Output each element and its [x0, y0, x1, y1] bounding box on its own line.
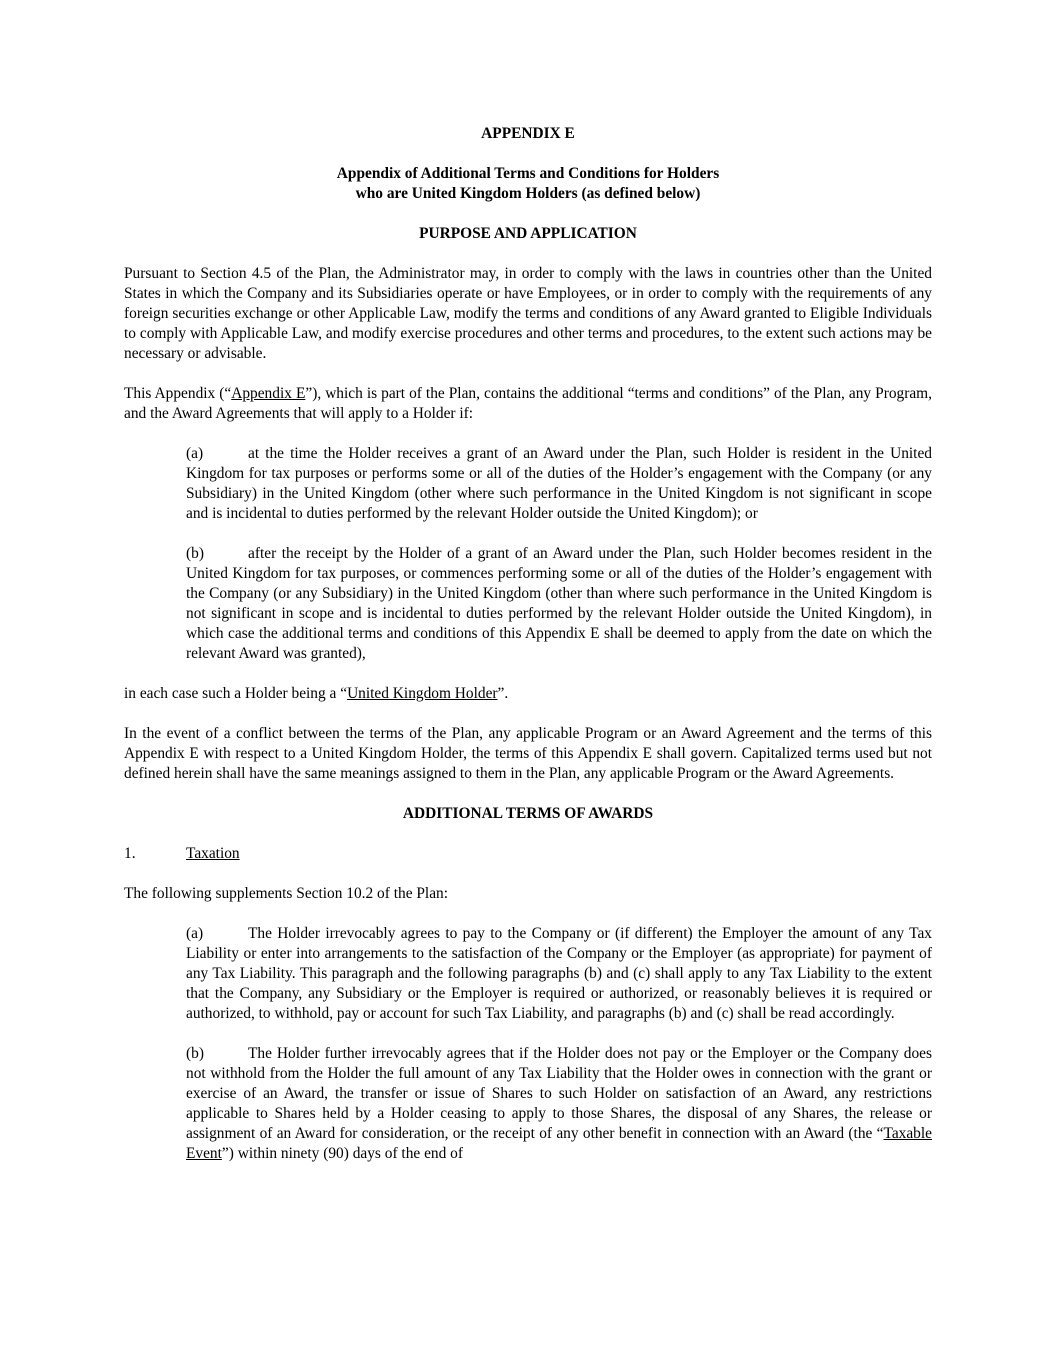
purpose-paragraph: Pursuant to Section 4.5 of the Plan, the Administrator may, in order to comply with the laws in countries other than the United States in which the Company and its Subsidiaries operate or have Employees, or in order to comply with the requirements of any foreign securities exchange or other Applicable Law, modify the terms and conditions of any Award granted to Eligible Individuals to comply with Applicable Law, and modify exercise procedures and other terms and procedures, to the extent such actions may be necessary or advisable.: [124, 265, 932, 362]
item-text: after the receipt by the Holder of a grant of an Award under the Plan, such Holder becomes resident in the United Kingdom for tax purposes, or commences performing some or all of the duties of the Holder’s engagement with the Company (or any Subsidiary) in the United Kingdom (other than where such performance in the United Kingdom is not significant in scope and is incidental to duties performed by the relevant Holder outside the United Kingdom), in which case the additional terms and conditions of this Appendix E shall be deemed to apply from the date on which the relevant Award was granted),: [186, 545, 932, 662]
appendix-title: APPENDIX E: [481, 125, 575, 142]
section-number: 1.: [124, 845, 136, 862]
condition-item-a: [186, 444, 932, 524]
additional-terms-heading: ADDITIONAL TERMS OF AWARDS: [402, 805, 654, 822]
item-text: The Holder irrevocably agrees to pay to the Company or (if different) the Employer the amount of any Tax Liability or enter into arrangements to the satisfaction of the Company or the Employer (as appropriate) for payment of any Tax Liability. This paragraph and the following paragraphs (b) and (c) shall apply to any Tax Liability to the extent that the Company, any Subsidiary or the Employer is required or authorized, or reasonably believes it is required or authorized, to withhold, pay or account for such Tax Liability, and paragraphs (b) and (c) shall be read accordingly.: [186, 925, 932, 1022]
item-text-post: ”) within ninety (90) days of the end of: [221, 1145, 463, 1162]
subtitle-line-2: who are United Kingdom Holders (as defined below): [355, 185, 701, 202]
subtitle-line-1: Appendix of Additional Terms and Conditions for Holders: [336, 165, 720, 182]
appendix-definition-paragraph: [124, 384, 932, 424]
tax-item-b: [186, 1044, 932, 1164]
appendix-paragraph-pre: This Appendix (“: [124, 385, 232, 402]
item-label: (b): [186, 545, 204, 562]
item-label: (b): [186, 1045, 204, 1062]
document-page: [124, 124, 932, 1164]
defined-term-taxable-event: Taxable Event: [186, 1125, 932, 1162]
uk-holder-definition-paragraph: [124, 684, 932, 704]
defined-term-united-kingdom-holder: United Kingdom Holder: [347, 685, 498, 702]
conflict-paragraph: In the event of a conflict between the terms of the Plan, any applicable Program or an Award Agreement and the terms of this Appendix E with respect to a United Kingdom Holder, the terms of this Appendix E shall govern. Capitalized terms used but not defined herein shall have the same meanings assigned to them in the Plan, any applicable Program or the Award Agreements.: [124, 725, 932, 782]
uk-holder-post: ”.: [497, 685, 509, 702]
section-title: Taxation: [186, 845, 240, 862]
appendix-paragraph-post: ”), which is part of the Plan, contains the additional “terms and conditions” of the Plan, any Program, and the Award Agreements that will apply to a Holder if:: [124, 385, 932, 422]
section-1-heading: [124, 844, 932, 864]
condition-item-b: [186, 544, 932, 664]
purpose-heading: PURPOSE AND APPLICATION: [419, 225, 637, 242]
supplements-paragraph: The following supplements Section 10.2 of the Plan:: [124, 885, 449, 902]
appendix-subtitle: [124, 164, 932, 204]
item-label: (a): [186, 445, 204, 462]
tax-item-a: [186, 924, 932, 1024]
item-label: (a): [186, 925, 204, 942]
uk-holder-pre: in each case such a Holder being a “: [124, 685, 348, 702]
item-text: at the time the Holder receives a grant of an Award under the Plan, such Holder is resident in the United Kingdom for tax purposes or performs some or all of the duties of the Holder’s engagement with the Company (or any Subsidiary) in the United Kingdom (other where such performance in the United Kingdom is not significant in scope and is incidental to duties performed by the relevant Holder outside the United Kingdom); or: [186, 445, 932, 522]
defined-term-appendix-e: Appendix E: [231, 385, 306, 402]
item-text-pre: The Holder further irrevocably agrees that if the Holder does not pay or the Employer or the Company does not withhold from the Holder the full amount of any Tax Liability that the Holder owes in connection with the grant or exercise of an Award, the transfer or issue of Shares to such Holder on satisfaction of an Award, any restrictions applicable to Shares held by a Holder ceasing to apply to those Shares, the disposal of any Shares, the release or assignment of an Award for consideration, or the receipt of any other benefit in connection with an Award (the “: [186, 1045, 932, 1142]
